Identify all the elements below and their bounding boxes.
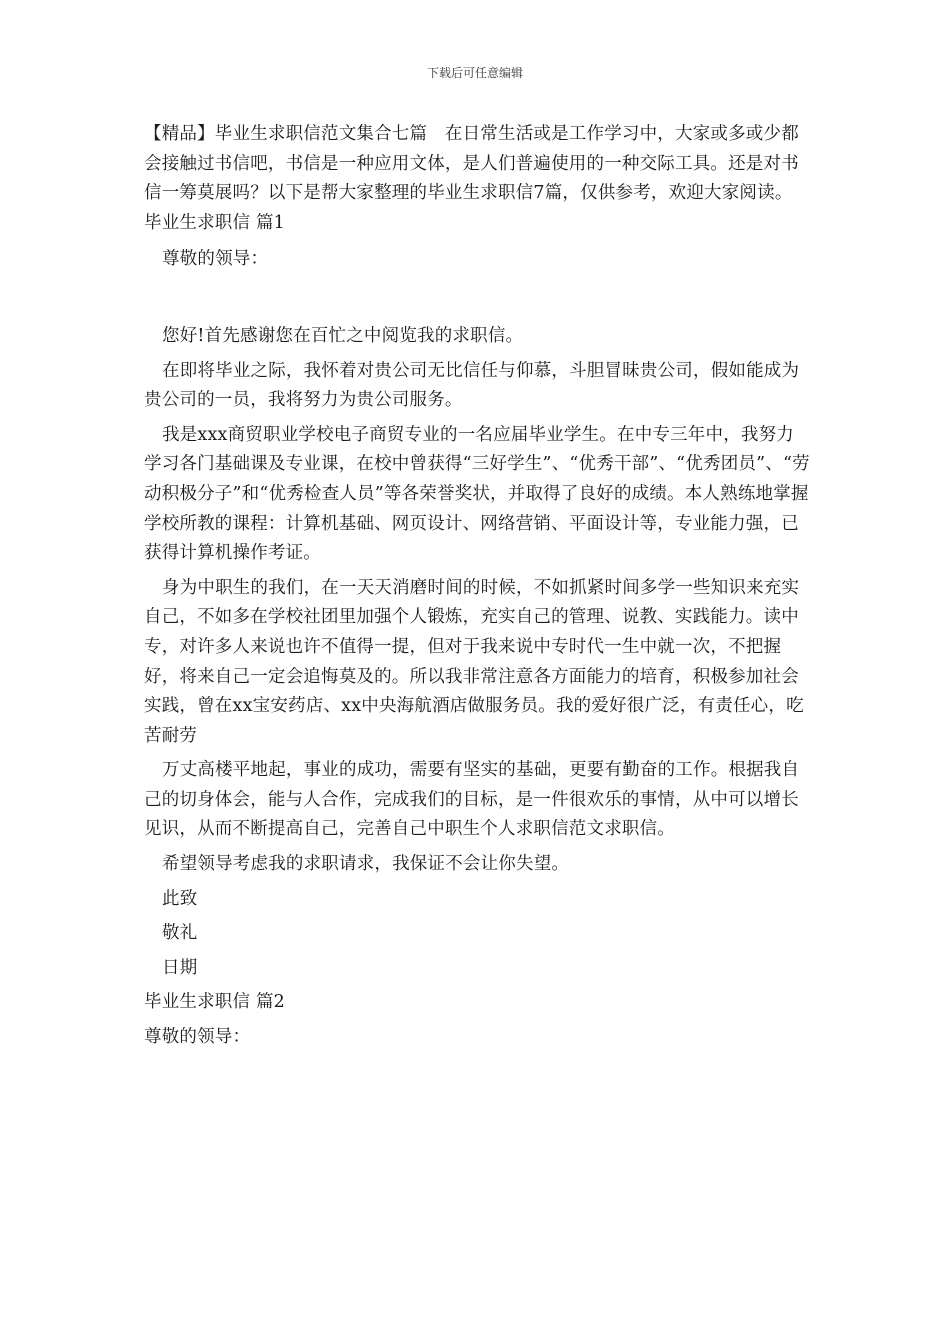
body-paragraph-2: 我是xxx商贸职业学校电子商贸专业的一名应届毕业学生。在中专三年中，我努力学习各门基础课及专业课，在校中曾获得“三好学生”、“优秀干部”、“优秀团员”、“劳动积极分子”和“优秀检查人员”等各荣誉奖状，并取得了良好的成绩。本人熟练地掌握学校所教的课程：计算机基础、网页设计、网络营销、平面设计等，专业能力强，已获得计算机操作考证。 — [144, 424, 810, 564]
salutation-1: 尊敬的领导： — [162, 249, 269, 270]
body-paragraph-4: 万丈高楼平地起，事业的成功，需要有坚实的基础，更要有勤奋的工作。根据我自己的切身体会，能与人合作，完成我们的目标，是一件很欢乐的事情，从中可以增长见识，从而不断提高自己，完善自己中职生个人求职信范文求职信。 — [144, 760, 800, 840]
salutation-2: 尊敬的领导： — [144, 1027, 251, 1048]
page-header-note: 下载后可任意编辑 — [426, 66, 523, 80]
closing-line-1: 此致 — [162, 888, 198, 909]
body-paragraph-5: 希望领导考虑我的求职请求，我保证不会让你失望。 — [162, 854, 570, 875]
closing-line-2: 敬礼 — [162, 923, 198, 944]
body-paragraph-3: 身为中职生的我们，在一天天消磨时间的时候，不如抓紧时间多学一些知识来充实自己，不如多在学校社团里加强个人锻炼，充实自己的管理、说教、实践能力。读中专，对许多人来说也许不值得一提，但对于我来说中专时代一生中就一次，不把握好，将来自己一定会追悔莫及的。所以我非常注意各方面能力的培育，积极参加社会实践，曾在xx宝安药店、xx中央海航酒店做服务员。我的爱好很广泛，有责任心，吃苦耐劳 — [144, 577, 804, 746]
document-body — [144, 120, 810, 1053]
greeting-paragraph: 您好!首先感谢您在百忙之中阅览我的求职信。 — [162, 325, 524, 346]
intro-paragraph: 【精品】毕业生求职信范文集合七篇 在日常生活或是工作学习中，大家或多或少都会接触过书信吧，书信是一种应用文体，是人们普遍使用的一种交际工具。还是对书信一筹莫展吗？以下是帮大家整理的毕业生求职信7篇，仅供参考，欢迎大家阅读。毕业生求职信 篇1 — [144, 124, 799, 233]
section-2-title: 毕业生求职信 篇2 — [144, 992, 285, 1013]
date-line: 日期 — [162, 957, 198, 978]
body-paragraph-1: 在即将毕业之际，我怀着对贵公司无比信任与仰慕，斗胆冒昧贵公司，假如能成为贵公司的一员，我将努力为贵公司服务。 — [144, 360, 800, 411]
